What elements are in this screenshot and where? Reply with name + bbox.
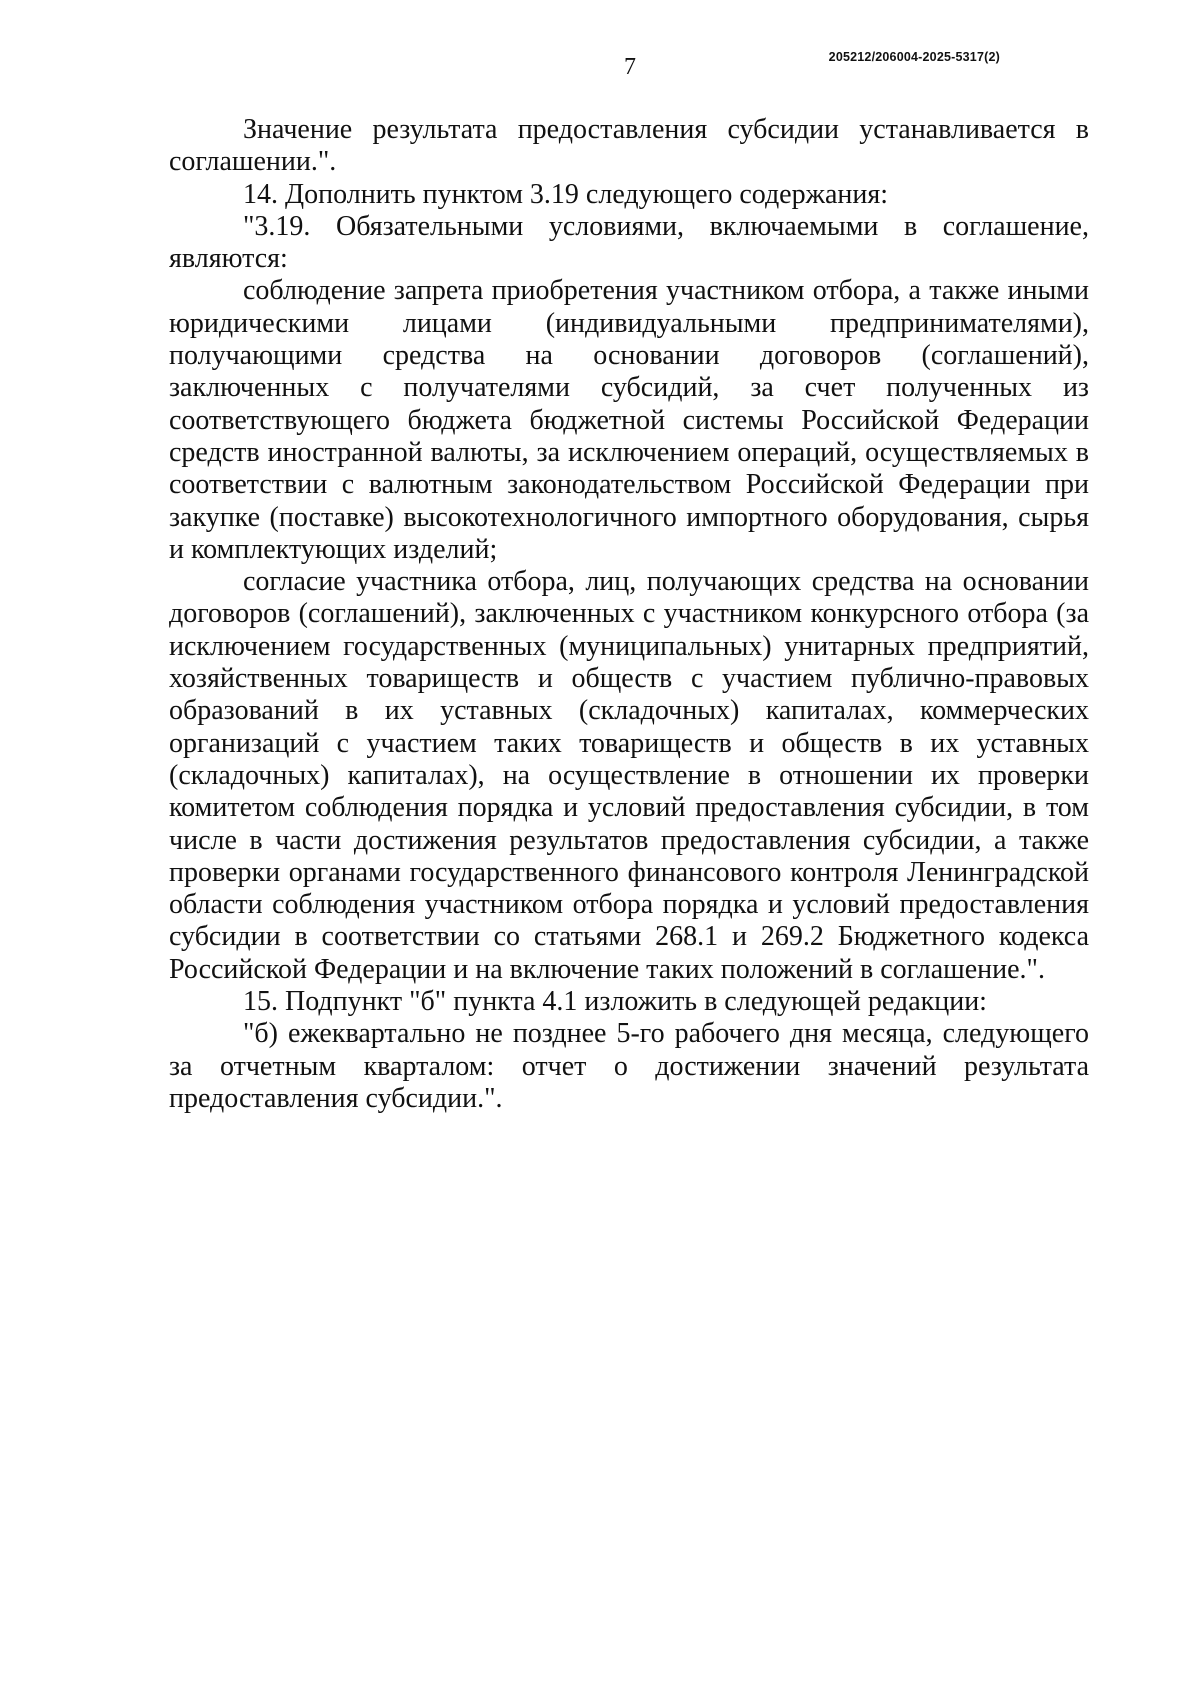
paragraph-subitem-b: "б) ежеквартально не позднее 5-го рабочего дня месяца, следующего за отчетным кварталом: отчет о достижении значений результата предоставления субсидии.".: [169, 1018, 1089, 1114]
document-body: [169, 114, 1089, 1115]
paragraph-audit-consent: согласие участника отбора, лиц, получающих средства на основании договоров (соглашений), заключенных с участником конкурсного отбора (за исключением государственных (муниципальных) унитарных предприятий, хозяйственных товариществ и обществ с участием публично-правовых образований в их уставных (складочных) капиталах, коммерческих организаций с участием таких товариществ и обществ в их уставных (складочных) капиталах), на осуществление в отношении их проверки комитетом соблюдения порядка и условий предоставления субсидии, в том числе в части достижения результатов предоставления субсидии, а также проверки органами государственного финансового контроля Ленинградской области соблюдения участником отбора порядка и условий предоставления субсидии в соответствии со статьями 268.1 и 269.2 Бюджетного кодекса Российской Федерации и на включение таких положений в соглашение.".: [169, 566, 1089, 985]
paragraph-item-15: 15. Подпункт "б" пункта 4.1 изложить в следующей редакции:: [243, 986, 987, 1018]
page-number: 7: [624, 54, 636, 80]
paragraph-currency-ban: соблюдение запрета приобретения участником отбора, а также иными юридическими лицами (индивидуальными предпринимателями), получающими средства на основании договоров (соглашений), заключенных с получателями субсидий, за счет полученных из соответствующего бюджета бюджетной системы Российской Федерации средств иностранной валюты, за исключением операций, осуществляемых в соответствии с валютным законодательством Российской Федерации при закупке (поставке) высокотехнологичного импортного оборудования, сырья и комплектующих изделий;: [169, 275, 1089, 565]
document-id: 205212/206004-2025-5317(2): [828, 50, 1000, 64]
paragraph-clause-3-19: "3.19. Обязательными условиями, включаемыми в соглашение, являются:: [169, 210, 1089, 275]
paragraph-item-14: 14. Дополнить пунктом 3.19 следующего содержания:: [243, 178, 889, 210]
paragraph-result-value: Значение результата предоставления субсидии устанавливается в соглашении.".: [169, 114, 1089, 178]
